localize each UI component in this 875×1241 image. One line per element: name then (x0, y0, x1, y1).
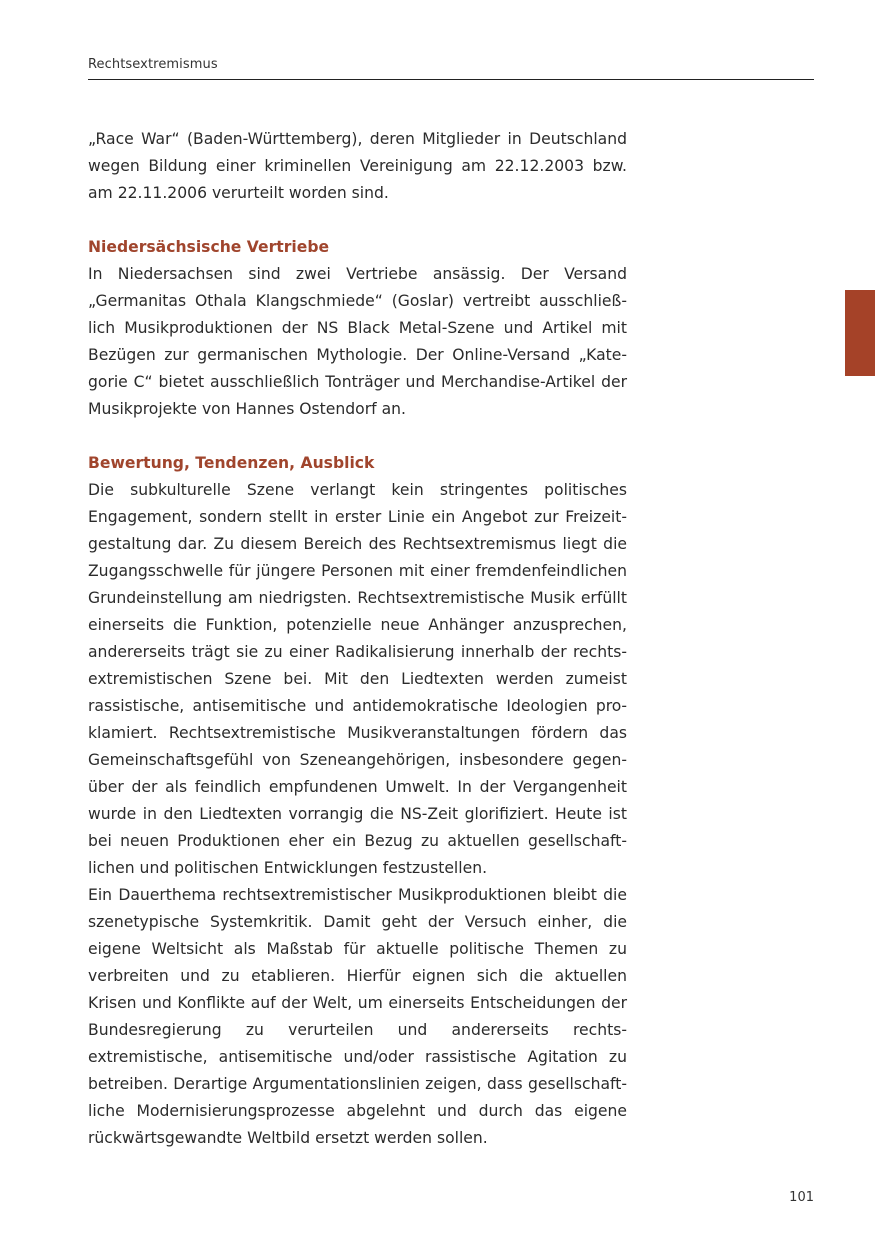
page-number: 101 (789, 1190, 814, 1205)
section-paragraph-bewertung-2: Ein Dauerthema rechtsextremistischer Musikproduktionen bleibt die szenetypische Systemkritik. Damit geht der Versuch einher, die eigene Weltsicht als Maßstab für aktuelle politische Themen zu verbreiten und zu etablieren. Hierfür eignen sich die aktuellen Krisen und Konflikte auf der Welt, um einerseits Entscheidungen der Bundesregierung zu verurteilen und andererseits rechtsextremistische, antisemitische und/oder rassistische Agitation zu betreiben. Derartige Argumentationslinien zeigen, dass gesellschaftliche Modernisierungsprozesse abgelehnt und durch das eigene rückwärtsgewandte Weltbild ersetzt werden sollen. (88, 886, 627, 1147)
header-divider (88, 79, 814, 80)
running-header-title: Rechtsextremismus (88, 57, 218, 72)
paragraph-spacer (88, 207, 627, 234)
section-paragraph-vertriebe: In Niedersachsen sind zwei Vertriebe ansässig. Der Versand „Germanitas Othala Klangschmiede“ (Goslar) vertreibt ausschließlich Musikproduktionen der NS Black Metal-Szene und Artikel mit Bezügen zur germanischen Mythologie. Der Online-Versand „Kategorie C“ bietet ausschließlich Tonträger und Merchandise-Artikel der Musikprojekte von Hannes Ostendorf an. (88, 265, 627, 418)
intro-paragraph: „Race War“ (Baden-Württemberg), deren Mitglieder in Deutschland wegen Bildung einer kriminellen Vereinigung am 22.12.2003 bzw. am 22.11.2006 verurteilt worden sind. (88, 130, 627, 202)
page-content (88, 126, 627, 1152)
section-heading-niedersaechsische-vertriebe: Niedersächsische Vertriebe (88, 238, 330, 256)
section-heading-bewertung: Bewertung, Tendenzen, Ausblick (88, 454, 375, 472)
chapter-tab-marker (845, 290, 875, 376)
section-paragraph-bewertung-1: Die subkulturelle Szene verlangt kein stringentes politisches Engagement, sondern stellt in erster Linie ein Angebot zur Freizeitgestaltung dar. Zu diesem Bereich des Rechtsextremismus liegt die Zugangsschwelle für jüngere Personen mit einer fremdenfeindlichen Grundeinstellung am niedrigsten. Rechtsextremistische Musik erfüllt einerseits die Funktion, potenzielle neue Anhänger anzusprechen, andererseits trägt sie zu einer Radikalisierung innerhalb der rechtsextremistischen Szene bei. Mit den Liedtexten werden zumeist rassistische, antisemitische und antidemokratische Ideologien proklamiert. Rechtsextremistische Musikveranstaltungen fördern das Gemeinschaftsgefühl von Szeneangehörigen, insbesondere gegenüber der als feindlich empfundenen Umwelt. In der Vergangenheit wurde in den Liedtexten vorrangig die NS-Zeit glorifiziert. Heute ist bei neuen Produktionen eher ein Bezug zu aktuellen gesellschaftlichen und politischen Entwicklungen festzustellen. (88, 481, 627, 877)
paragraph-spacer (88, 423, 627, 450)
